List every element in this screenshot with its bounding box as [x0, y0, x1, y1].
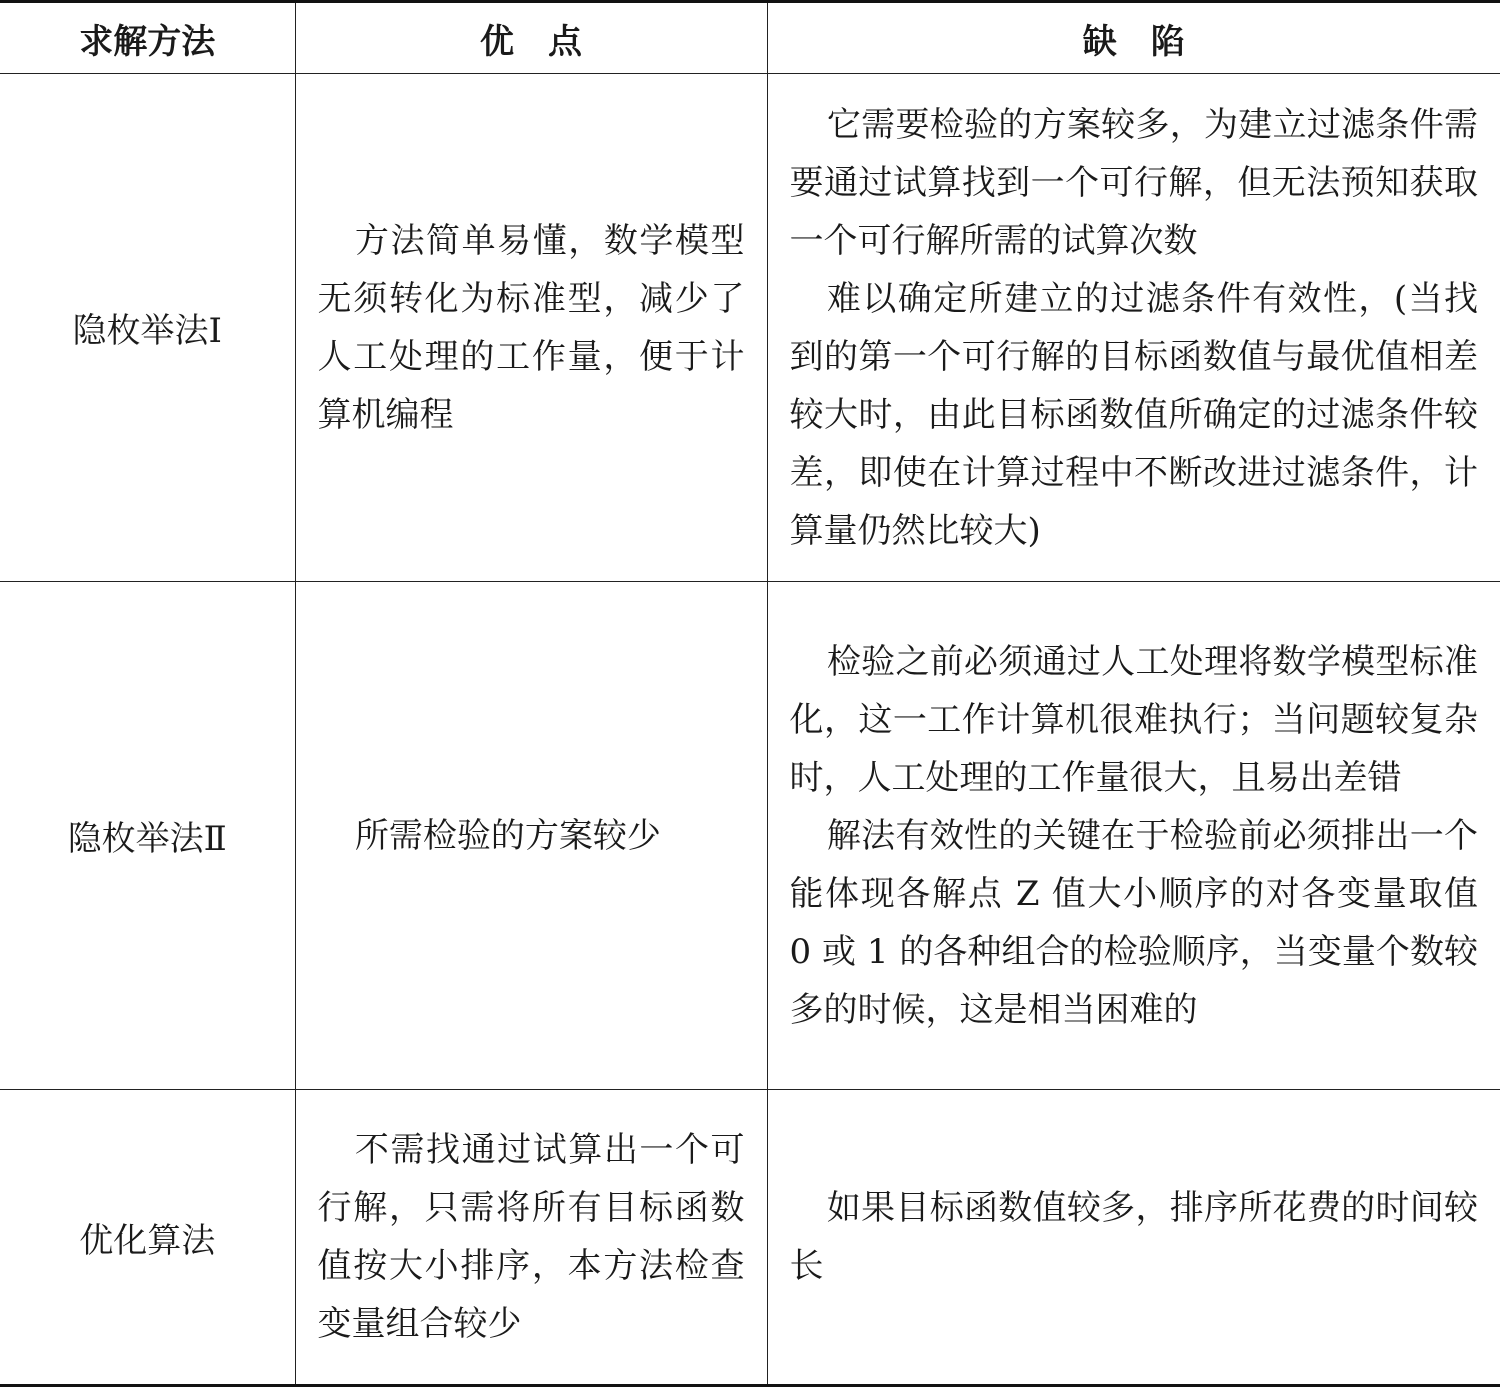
table-row	[0, 1090, 1500, 1386]
header-advantages: 优 点	[295, 2, 767, 74]
method-cell: 优化算法	[0, 1090, 295, 1386]
header-row	[0, 2, 1500, 74]
method-cell: 隐枚举法Ⅰ	[0, 74, 295, 582]
disadvantage-text: 解法有效性的关键在于检验前必须排出一个能体现各解点 Z 值大小顺序的对各变量取值 0 或 1 的各种组合的检验顺序，当变量个数较多的时候，这是相当困难的	[789, 815, 1478, 1030]
advantages-cell	[295, 582, 767, 1090]
disadvantage-text: 检验之前必须通过人工处理将数学模型标准化，这一工作计算机很难执行；当问题较复杂时，人工处理的工作量很大，且易出差错	[789, 641, 1478, 798]
disadvantage-text: 难以确定所建立的过滤条件有效性，(当找到的第一个可行解的目标函数值与最优值相差较大时，由此目标函数值所确定的过滤条件较差，即使在计算过程中不断改进过滤条件，计算量仍然比较大)	[789, 278, 1478, 551]
advantage-text: 所需检验的方案较少	[354, 815, 661, 856]
table-row	[0, 74, 1500, 582]
disadvantages-cell	[767, 582, 1500, 1090]
header-method: 求解方法	[0, 2, 295, 74]
advantage-text: 方法简单易懂，数学模型无须转化为标准型，减少了人工处理的工作量，便于计算机编程	[317, 220, 745, 435]
advantage-text: 不需找通过试算出一个可行解，只需将所有目标函数值按大小排序，本方法检查变量组合较少	[317, 1130, 745, 1344]
method-cell: 隐枚举法Ⅱ	[0, 582, 295, 1090]
advantages-cell	[295, 1090, 767, 1386]
header-disadvantages: 缺 陷	[767, 2, 1500, 74]
disadvantages-cell	[767, 74, 1500, 582]
advantages-cell	[295, 74, 767, 582]
disadvantage-text: 如果目标函数值较多，排序所花费的时间较长	[789, 1188, 1478, 1286]
table-row	[0, 582, 1500, 1090]
disadvantages-cell	[767, 1090, 1500, 1386]
disadvantage-text: 它需要检验的方案较多，为建立过滤条件需要通过试算找到一个可行解，但无法预知获取一个可行解所需的试算次数	[789, 104, 1478, 261]
